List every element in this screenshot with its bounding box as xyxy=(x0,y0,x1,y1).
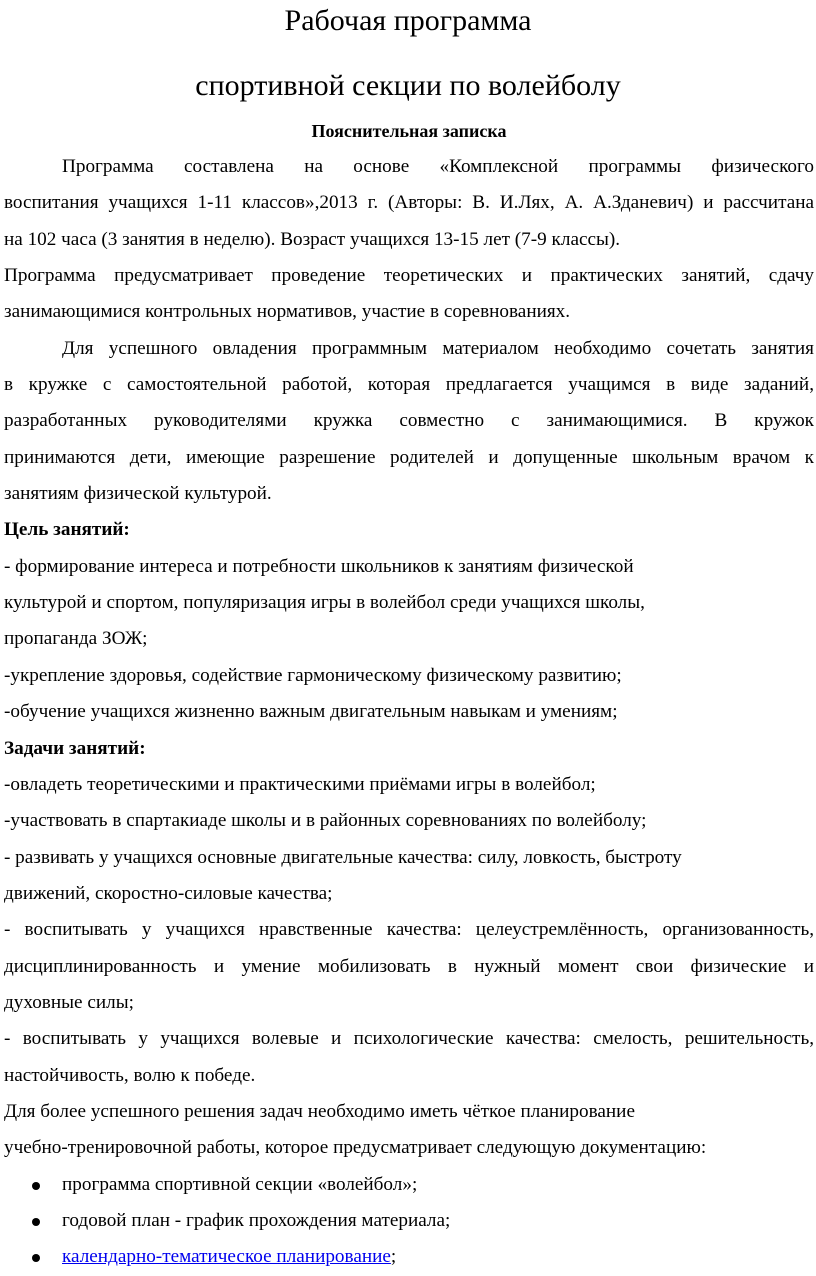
tasks-list xyxy=(4,767,814,1094)
goal-item-line: - формирование интереса и потребности школьников к занятиям физической xyxy=(4,555,634,577)
task-item-line: духовные силы; xyxy=(4,991,134,1013)
paragraph-line: в кружке с самостоятельной работой, которая предлагается учащимся в виде заданий, xyxy=(4,374,814,396)
task-item-line: настойчивость, волю к победе. xyxy=(4,1064,256,1086)
bullet-icon xyxy=(32,1254,40,1262)
paragraph-planning xyxy=(4,1094,814,1167)
paragraph-line: Для успешного овладения программным материалом необходимо сочетать занятия xyxy=(62,337,814,359)
task-item: -овладеть теоретическими и практическими приёмами игры в волейбол; xyxy=(4,773,596,795)
task-item-line: - воспитывать у учащихся нравственные качества: целеустремлённость, организованность, xyxy=(4,919,814,941)
goal-item: -укрепление здоровья, содействие гармоническому физическому развитию; xyxy=(4,664,622,686)
bullet-icon xyxy=(32,1218,40,1226)
document-body xyxy=(4,120,814,1276)
list-item xyxy=(4,1203,814,1239)
bullet-icon xyxy=(32,1182,40,1190)
document-title-line-1: Рабочая программа xyxy=(284,4,532,37)
list-item xyxy=(4,1239,814,1275)
paragraph-line: Программа предусматривает проведение теоретических и практических занятий, сдачу xyxy=(4,265,814,287)
list-item-text: годовой план - график прохождения материала; xyxy=(62,1209,451,1231)
goals-list xyxy=(4,549,814,731)
section-subtitle: Пояснительная записка xyxy=(311,121,507,141)
goal-item: -обучение учащихся жизненно важным двигательным навыкам и умениям; xyxy=(4,701,618,723)
task-item-line: - воспитывать у учащихся волевые и психологические качества: смелость, решительность, xyxy=(4,1028,814,1050)
paragraph-line: занятиям физической культурой. xyxy=(4,483,272,505)
goal-item-line: пропаганда ЗОЖ; xyxy=(4,628,148,650)
calendar-planning-link[interactable]: календарно-тематическое планирование xyxy=(62,1246,391,1268)
paragraph-line: воспитания учащихся 1-11 классов»,2013 г. (Авторы: В. И.Лях, А. А.Зданевич) и рассчитана xyxy=(4,192,814,214)
list-item-suffix: ; xyxy=(390,1246,397,1268)
goal-item-line: культурой и спортом, популяризация игры в волейбол среди учащихся школы, xyxy=(4,592,645,614)
tasks-heading: Задачи занятий: xyxy=(4,737,146,759)
paragraph-line: Программа составлена на основе «Комплексной программы физического xyxy=(62,156,814,177)
paragraph-line: разработанных руководителями кружка совместно с занимающимися. В кружок xyxy=(4,410,814,432)
paragraph-method xyxy=(4,331,814,513)
paragraph-intro xyxy=(4,149,814,258)
task-item-line: движений, скоростно-силовые качества; xyxy=(4,882,333,904)
task-item: -участвовать в спартакиаде школы и в районных соревнованиях по волейболу; xyxy=(4,810,647,832)
paragraph-line: учебно-тренировочной работы, которое предусматривает следующую документацию: xyxy=(4,1137,707,1159)
goals-heading: Цель занятий: xyxy=(4,519,130,541)
paragraph-line: Для более успешного решения задач необходимо иметь чёткое планирование xyxy=(4,1100,635,1122)
documentation-list xyxy=(4,1167,814,1276)
list-item xyxy=(4,1167,814,1203)
paragraph-line: принимаются дети, имеющие разрешение родителей и допущенные школьным врачом к xyxy=(4,446,814,468)
task-item-line: - развивать у учащихся основные двигательные качества: силу, ловкость, быстроту xyxy=(4,846,682,868)
document-title-line-2: спортивной секции по волейболу xyxy=(195,69,621,102)
paragraph-line: на 102 часа (3 занятия в неделю). Возраст учащихся 13-15 лет (7-9 классы). xyxy=(4,228,621,250)
paragraph-program xyxy=(4,258,814,331)
list-item-text: программа спортивной секции «волейбол»; xyxy=(62,1173,418,1195)
task-item-line: дисциплинированность и умение мобилизовать в нужный момент свои физические и xyxy=(4,955,814,977)
paragraph-line: занимающимися контрольных нормативов, участие в соревнованиях. xyxy=(4,301,571,323)
